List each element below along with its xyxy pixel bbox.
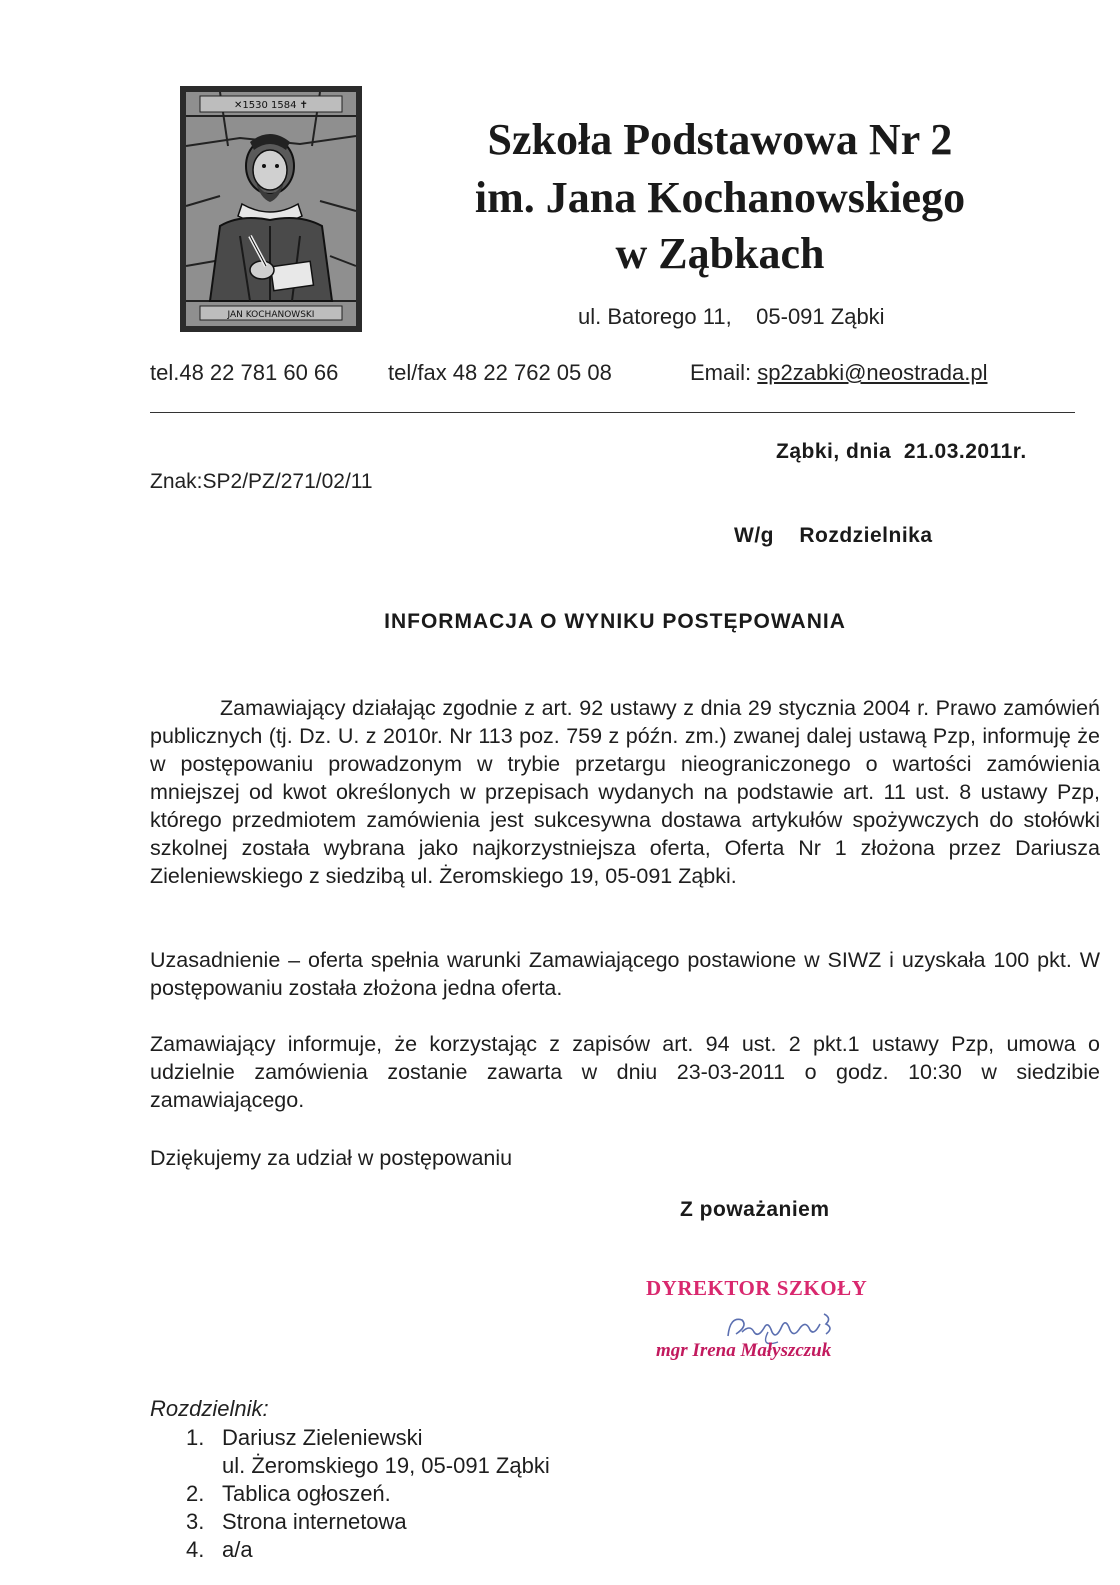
phone-number: tel.48 22 781 60 66	[150, 360, 339, 385]
body-paragraph-1-text: Zamawiający działając zgodnie z art. 92 ustawy z dnia 29 stycznia 2004 r. Prawo zamówień publicznych (tj. Dz. U. z 2010r. Nr 113 poz. 759 z późn. zm.) zwanej dalej ustawą Pzp, informuję że w postępowaniu prowadzonym w trybie przetargu nieograniczonego o wartości zamówienia mniejszej od kwot określonych w przepisach wydanych na podstawie art. 11 ust. 8 ustawy Pzp, którego przedmiotem zamówienia jest sukcesywna dostawa artykułów spożywczych do stołówki szkolnej została wybrana jako najkorzystniejsza oferta, Oferta Nr 1 złożona przez Dariusza Zieleniewskiego z siedzibą ul. Żeromskiego 19, 05-091 Ząbki.	[150, 696, 1100, 888]
list-item	[186, 1480, 550, 1508]
list-item-text: a/a	[222, 1537, 253, 1562]
document-title: INFORMACJA O WYNIKU POSTĘPOWANIA	[384, 610, 846, 633]
letter-date: Ząbki, dnia 21.03.2011r.	[776, 440, 1027, 463]
school-name-line3: w Ząbkach	[615, 229, 825, 278]
list-item-text: Strona internetowa	[222, 1509, 407, 1534]
closing-salutation: Z poważaniem	[680, 1198, 830, 1221]
list-item-text: Dariusz Zieleniewski	[222, 1425, 423, 1450]
email-label: Email:	[690, 360, 758, 385]
school-name-line2: im. Jana Kochanowskiego	[474, 173, 966, 222]
reference-number: Znak:SP2/PZ/271/02/11	[150, 470, 373, 493]
logo-caption-bottom: JAN KOCHANOWSKI	[227, 310, 315, 320]
email-link[interactable]: sp2zabki@neostrada.pl	[757, 360, 988, 385]
list-item-subtext: ul. Żeromskiego 19, 05-091 Ząbki	[222, 1453, 550, 1478]
distribution-label: Rozdzielnik:	[150, 1396, 269, 1421]
header-divider	[150, 412, 1075, 413]
distribution-list	[186, 1424, 550, 1564]
list-item-number: 1.	[186, 1425, 205, 1450]
list-item	[186, 1508, 550, 1536]
list-item-number: 3.	[186, 1509, 205, 1534]
school-logo	[180, 86, 362, 332]
email-block	[690, 360, 988, 386]
list-item	[186, 1424, 550, 1480]
body-paragraph-4: Dziękujemy za udział w postępowaniu	[150, 1146, 513, 1170]
fax-number: tel/fax 48 22 762 05 08	[388, 360, 612, 385]
school-name-line1: Szkoła Podstawowa Nr 2	[487, 115, 953, 164]
list-item-number: 2.	[186, 1481, 205, 1506]
school-address: ul. Batorego 11, 05-091 Ząbki	[578, 304, 885, 329]
logo-caption-top: ✕1530 1584 ✝	[233, 100, 309, 111]
stamp-title: DYREKTOR SZKOŁY	[646, 1276, 868, 1300]
body-paragraph-2: Uzasadnienie – oferta spełnia warunki Zamawiającego postawione w SIWZ i uzyskała 100 pkt. W postępowaniu została złożona jedna oferta.	[150, 948, 1100, 1000]
list-item-text: Tablica ogłoszeń.	[222, 1481, 391, 1506]
body-paragraph-1	[150, 694, 1100, 890]
list-item	[186, 1536, 550, 1564]
director-stamp	[630, 1276, 910, 1376]
recipient-line: W/g Rozdzielnika	[734, 524, 933, 547]
stamp-name: mgr Irena Małyszczuk	[656, 1340, 832, 1361]
list-item-number: 4.	[186, 1537, 205, 1562]
stained-glass-portrait-icon	[180, 86, 362, 332]
body-paragraph-3: Zamawiający informuje, że korzystając z zapisów art. 94 ust. 2 pkt.1 ustawy Pzp, umowa o udzielnie zamówienia zostanie zawarta w dniu 23-03-2011 o godz. 10:30 w siedzibie zamawiającego.	[150, 1032, 1100, 1112]
